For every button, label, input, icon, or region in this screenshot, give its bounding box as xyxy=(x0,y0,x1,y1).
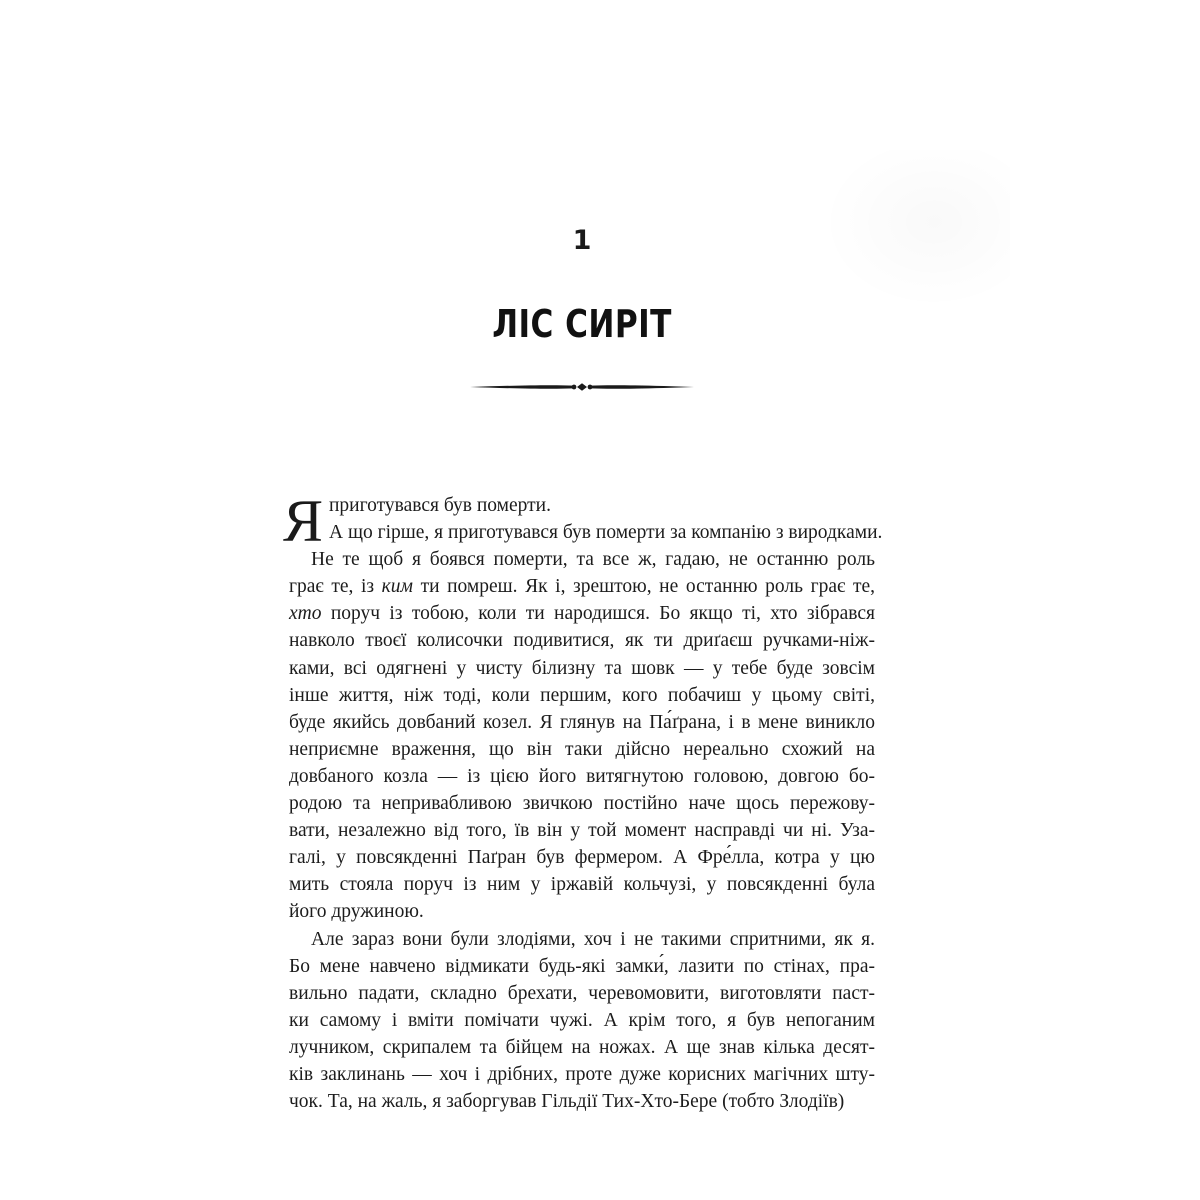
italic-word: ким xyxy=(381,576,413,598)
text-fragment: Але зараз вони були злодіями, хоч і не такими спритними, як я. xyxy=(311,928,875,950)
text-lines xyxy=(289,492,883,1115)
text-fragment: ками, всі одягнені у чисту білизну та шовк — у тебе буде зовсім xyxy=(289,657,875,679)
text-fragment: мить стояла поруч із ним у іржавій кольчузі, у повсякденні була xyxy=(289,874,875,896)
text-line xyxy=(289,898,875,925)
text-fragment: неприємне враження, що він таки дійсно нереально схожий на xyxy=(289,738,875,760)
chapter-body-text xyxy=(283,488,883,1115)
text-line xyxy=(289,519,883,546)
text-line xyxy=(289,736,875,763)
text-line xyxy=(289,573,875,600)
chapter-number: 1 xyxy=(572,225,592,256)
text-fragment: ти помреш. Як і, зрештою, не останню роль грає те, xyxy=(413,576,875,598)
text-line xyxy=(289,492,875,519)
text-fragment: грає те, із xyxy=(289,576,382,598)
text-line xyxy=(289,600,875,627)
text-fragment: Не те щоб я боявся померти, та все ж, гадаю, не останню роль xyxy=(311,549,875,571)
text-fragment: родою та непривабливою звичкою постійно наче щось пережову- xyxy=(289,793,875,815)
text-fragment: вати, незалежно від того, їв він у той момент насправді чи ні. Уза- xyxy=(289,820,875,842)
text-line xyxy=(289,546,875,573)
text-fragment: навколо твоєї колисочки подивитися, як ти дриґаєш ручками-ніж- xyxy=(289,630,875,652)
text-line xyxy=(289,871,875,898)
text-fragment: інше життя, ніж тоді, коли першим, кого побачиш у цьому світі, xyxy=(289,684,875,706)
chapter-title: ЛІС СИРІТ xyxy=(492,302,672,346)
text-fragment: лучником, скрипалем та бійцем на ножах. А ще знав кілька десят- xyxy=(289,1036,875,1058)
text-line xyxy=(289,1061,875,1088)
text-line xyxy=(289,682,875,709)
text-line xyxy=(289,763,875,790)
text-line xyxy=(289,627,875,654)
text-fragment: вильно падати, складно брехати, черевомовити, виготовляти паст- xyxy=(289,982,875,1004)
drop-cap: Я xyxy=(283,488,324,554)
text-fragment: поруч із тобою, коли ти народишся. Бо якщо ті, хто зібрався xyxy=(321,603,875,625)
text-line xyxy=(289,926,875,953)
text-fragment: приготувався був померти. xyxy=(329,495,551,516)
text-fragment: ки самому і вміти помічати чужі. А крім того, я був непоганим xyxy=(289,1009,875,1031)
text-fragment: Бо мене навчено відмикати будь-які замки́, лазити по стінах, пра- xyxy=(289,955,875,977)
text-fragment: довбаного козла — із цією його витягнутою головою, довгою бо- xyxy=(289,765,875,787)
text-line xyxy=(289,980,875,1007)
text-fragment: буде якийсь довбаний козел. Я глянув на Па́ґрана, і в мене виникло xyxy=(289,711,875,733)
text-line xyxy=(289,790,875,817)
text-fragment: А що гірше, я приготувався був померти за компанію з виродками. xyxy=(329,522,883,544)
text-line xyxy=(289,709,875,736)
text-line xyxy=(289,1088,875,1115)
text-fragment: чок. Та, на жаль, я заборгував Гільдії Тих-Хто-Бере (тобто Злодіїв) xyxy=(289,1091,845,1113)
text-fragment: його дружиною. xyxy=(289,901,424,923)
text-line xyxy=(289,655,875,682)
ornament-divider-icon xyxy=(470,376,694,398)
text-line xyxy=(289,817,875,844)
text-line xyxy=(289,1034,875,1061)
italic-word: хто xyxy=(289,603,322,625)
text-line xyxy=(289,953,875,980)
text-line xyxy=(289,844,875,871)
text-fragment: галі, у повсякденні Паґран був фермером. А Фре́лла, котра у цю xyxy=(289,847,875,869)
text-line xyxy=(289,1007,875,1034)
text-fragment: ків заклинань — хоч і дрібних, проте дуже корисних магічних шту- xyxy=(289,1063,875,1085)
